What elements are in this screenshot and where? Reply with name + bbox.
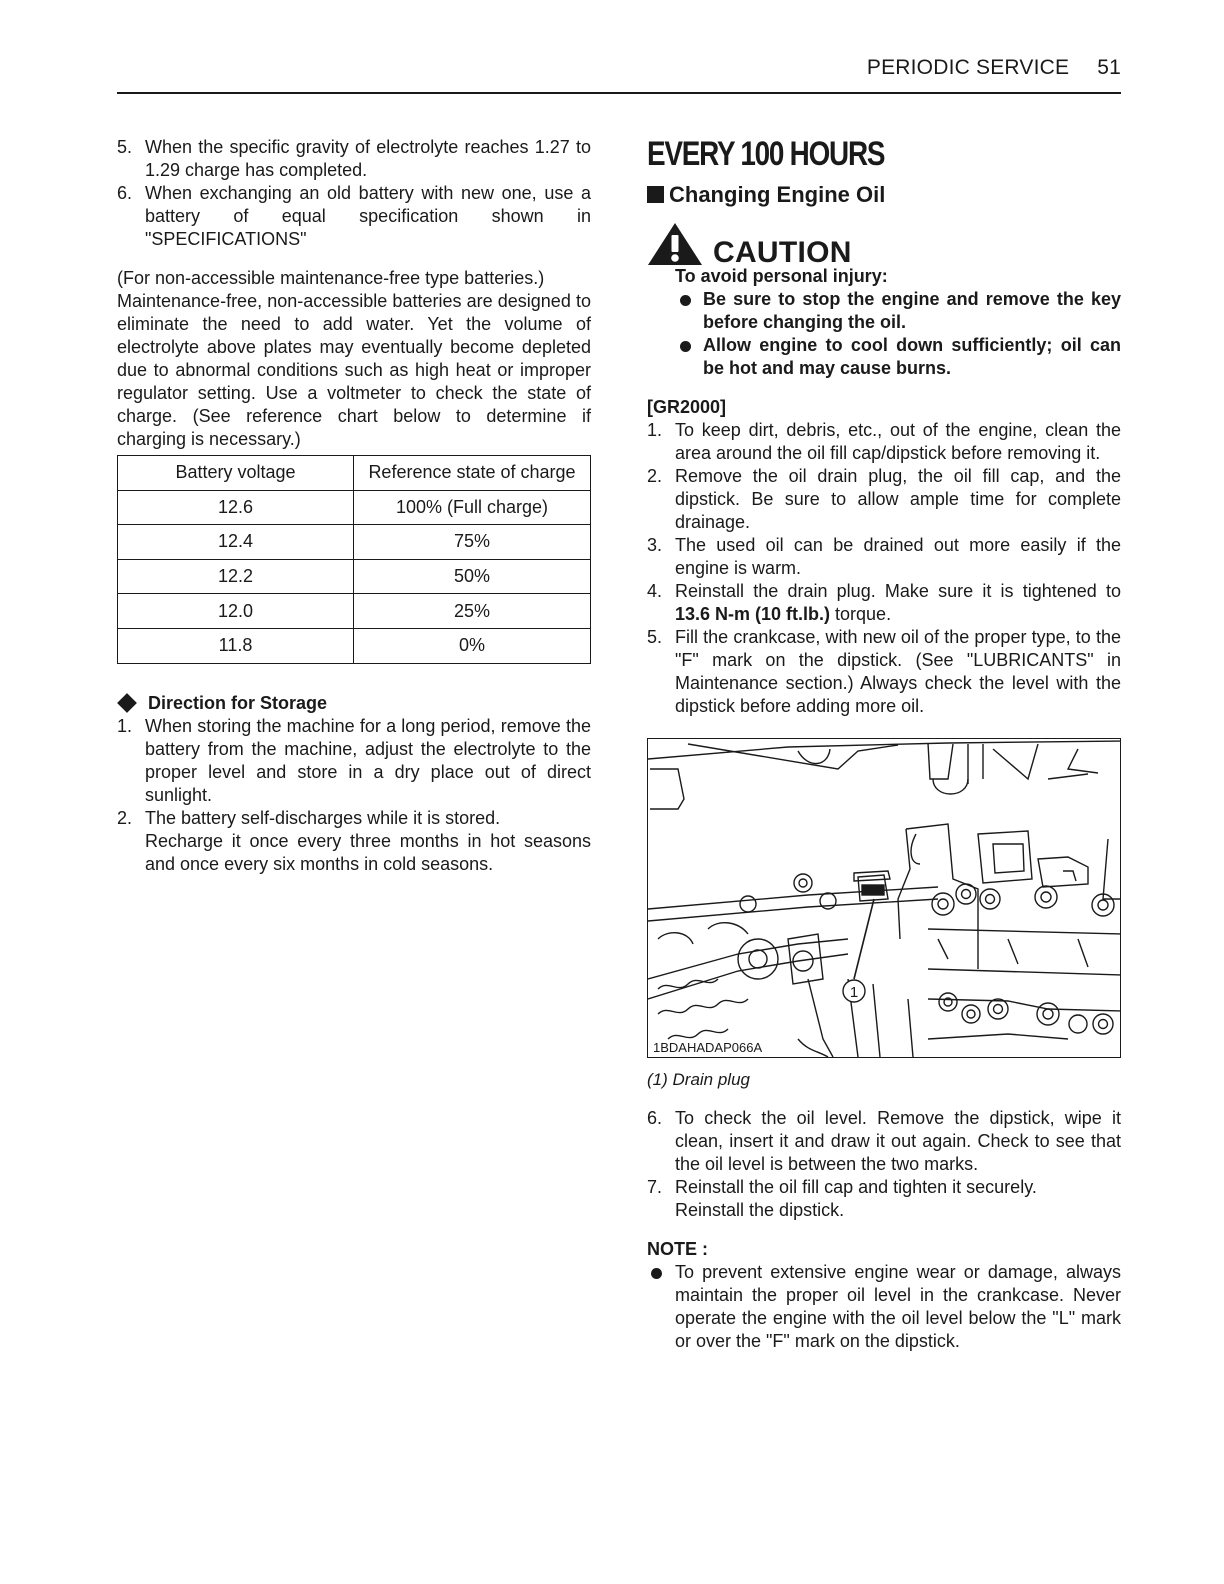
- maintenance-free-text: Maintenance-free, non-accessible batteries are designed to eliminate the need to add water. Yet the volume of electrolyte above plates may eventually become depleted due to abnormal conditions such as high heat or improper regulator setting. Use a voltmeter to check the state of charge. (See reference chart below to determine if charging is necessary.): [117, 291, 591, 449]
- right-column: [647, 136, 1121, 1353]
- step-text: The battery self-discharges while it is stored.: [145, 807, 501, 828]
- storage-steps: [117, 715, 591, 876]
- storage-heading-text: Direction for Storage: [148, 692, 328, 713]
- torque-value: 13.6 N-m (10 ft.lb.): [675, 604, 831, 624]
- step-number: 3.: [647, 535, 663, 555]
- square-bullet-icon: [647, 186, 664, 203]
- running-header: [867, 56, 1121, 80]
- list-item: [647, 534, 1121, 580]
- table-row: [118, 628, 591, 663]
- step-number: 2.: [117, 807, 133, 828]
- bullet-icon: [680, 341, 691, 352]
- note-list: [647, 1261, 1121, 1353]
- caution-word: CAUTION: [713, 236, 852, 269]
- callout-number: 1: [849, 984, 859, 1001]
- figure-caption: (1) Drain plug: [647, 1070, 750, 1089]
- note-label: NOTE :: [647, 1239, 708, 1259]
- engine-line-drawing: [648, 739, 1121, 1058]
- step-number: 6.: [647, 1108, 663, 1128]
- table-cell: 100% (Full charge): [354, 490, 591, 525]
- bullet-icon: [651, 1268, 662, 1279]
- storage-heading: [117, 692, 591, 715]
- page-number: 51: [1097, 56, 1121, 79]
- step-number: 1.: [647, 420, 663, 440]
- section-title: PERIODIC SERVICE: [866, 56, 1070, 79]
- step-text: When storing the machine for a long period, remove the battery from the machine, adjust the electrolyte to the proper level and store in a dry place out of direct sunlight.: [145, 715, 591, 805]
- list-item: [647, 1261, 1121, 1353]
- list-item: [647, 334, 1121, 380]
- table-header-row: [118, 456, 591, 491]
- list-item: [647, 419, 1121, 465]
- step-text: When the specific gravity of electrolyte reaches 1.27 to 1.29 charge has completed.: [145, 137, 591, 180]
- table-cell: 11.8: [118, 628, 354, 663]
- list-item: [647, 580, 1121, 626]
- diamond-bullet-icon: [117, 693, 137, 713]
- bullet-icon: [680, 295, 691, 306]
- model-label: [GR2000]: [647, 397, 727, 417]
- oil-level-steps: [647, 1107, 1121, 1222]
- table-row: [118, 525, 591, 560]
- list-item: [647, 626, 1121, 718]
- table-cell: 12.2: [118, 559, 354, 594]
- table-cell: 25%: [354, 594, 591, 629]
- page-header: [117, 56, 1121, 94]
- table-cell: 12.4: [118, 525, 354, 560]
- section-heading: EVERY 100 HOURS: [647, 135, 885, 173]
- list-item: [117, 182, 591, 251]
- figure-id: 1BDAHADAP066A: [653, 1040, 763, 1055]
- drain-plug-figure: [647, 738, 1121, 1058]
- step-number: 7.: [647, 1177, 663, 1197]
- caution-list: [647, 288, 1121, 380]
- oil-change-steps: [647, 419, 1121, 718]
- caution-lead: To avoid personal injury:: [675, 266, 888, 286]
- step-text: To keep dirt, debris, etc., out of the engine, clean the area around the oil fill cap/dipstick before removing it.: [675, 420, 1121, 463]
- step-number: 1.: [117, 715, 133, 736]
- left-column: [117, 136, 591, 876]
- list-item: [647, 1176, 1121, 1222]
- table-row: [118, 490, 591, 525]
- step-text: Fill the crankcase, with new oil of the proper type, to the "F" mark on the dipstick. (See "LUBRICANTS" in Maintenance section.) Always check the level with the dipstick before adding more oil.: [675, 627, 1121, 716]
- step-number: 2.: [647, 466, 663, 486]
- caution-banner: [647, 222, 1121, 269]
- step-text: Recharge it once every three months in hot seasons and once every six months in cold seasons.: [145, 830, 591, 874]
- step-number: 5.: [647, 627, 663, 647]
- note-text: To prevent extensive engine wear or damage, always maintain the proper oil level in the crankcase. Never operate the engine with the oil level below the "L" mark or over the "F" mark on the dipstick.: [675, 1262, 1121, 1351]
- subsection-heading: [647, 183, 1121, 206]
- table-row: [118, 594, 591, 629]
- list-item: [647, 1107, 1121, 1176]
- step-text: Reinstall the drain plug. Make sure it is tightened to: [675, 581, 1121, 601]
- step-number: 5.: [117, 137, 133, 157]
- table-cell: 75%: [354, 525, 591, 560]
- table-cell: 12.0: [118, 594, 354, 629]
- table-header-cell: Battery voltage: [118, 456, 354, 491]
- table-row: [118, 559, 591, 594]
- table-cell: 12.6: [118, 490, 354, 525]
- step-text: Remove the oil drain plug, the oil fill cap, and the dipstick. Be sure to allow ample time for complete drainage.: [675, 466, 1121, 532]
- list-item: [647, 465, 1121, 534]
- battery-steps: [117, 136, 591, 251]
- list-item: [117, 136, 591, 182]
- table-cell: 0%: [354, 628, 591, 663]
- step-text: Reinstall the oil fill cap and tighten it securely.: [675, 1177, 1037, 1197]
- subsection-heading-text: Changing Engine Oil: [669, 182, 886, 207]
- step-number: 4.: [647, 581, 663, 601]
- step-text: torque.: [830, 604, 892, 624]
- battery-reference-table: [117, 455, 591, 664]
- list-item: [647, 288, 1121, 334]
- caution-item: Allow engine to cool down sufficiently; oil can be hot and may cause burns.: [703, 335, 1121, 378]
- maintenance-free-note: (For non-accessible maintenance-free type batteries.): [117, 268, 545, 288]
- table-cell: 50%: [354, 559, 591, 594]
- step-text: To check the oil level. Remove the dipstick, wipe it clean, insert it and draw it out again. Check to see that the oil level is between the two marks.: [675, 1108, 1121, 1174]
- table-header-cell: Reference state of charge: [354, 456, 591, 491]
- caution-text: [647, 265, 1121, 380]
- warning-triangle-icon: [647, 222, 703, 266]
- list-item: [117, 715, 591, 807]
- list-item: [117, 807, 591, 876]
- step-text: The used oil can be drained out more easily if the engine is warm.: [675, 535, 1121, 578]
- step-text: Reinstall the dipstick.: [675, 1200, 845, 1220]
- caution-item: Be sure to stop the engine and remove the key before changing the oil.: [703, 289, 1121, 332]
- step-text: When exchanging an old battery with new one, use a battery of equal specification shown in "SPECIFICATIONS": [145, 183, 591, 249]
- step-number: 6.: [117, 183, 133, 203]
